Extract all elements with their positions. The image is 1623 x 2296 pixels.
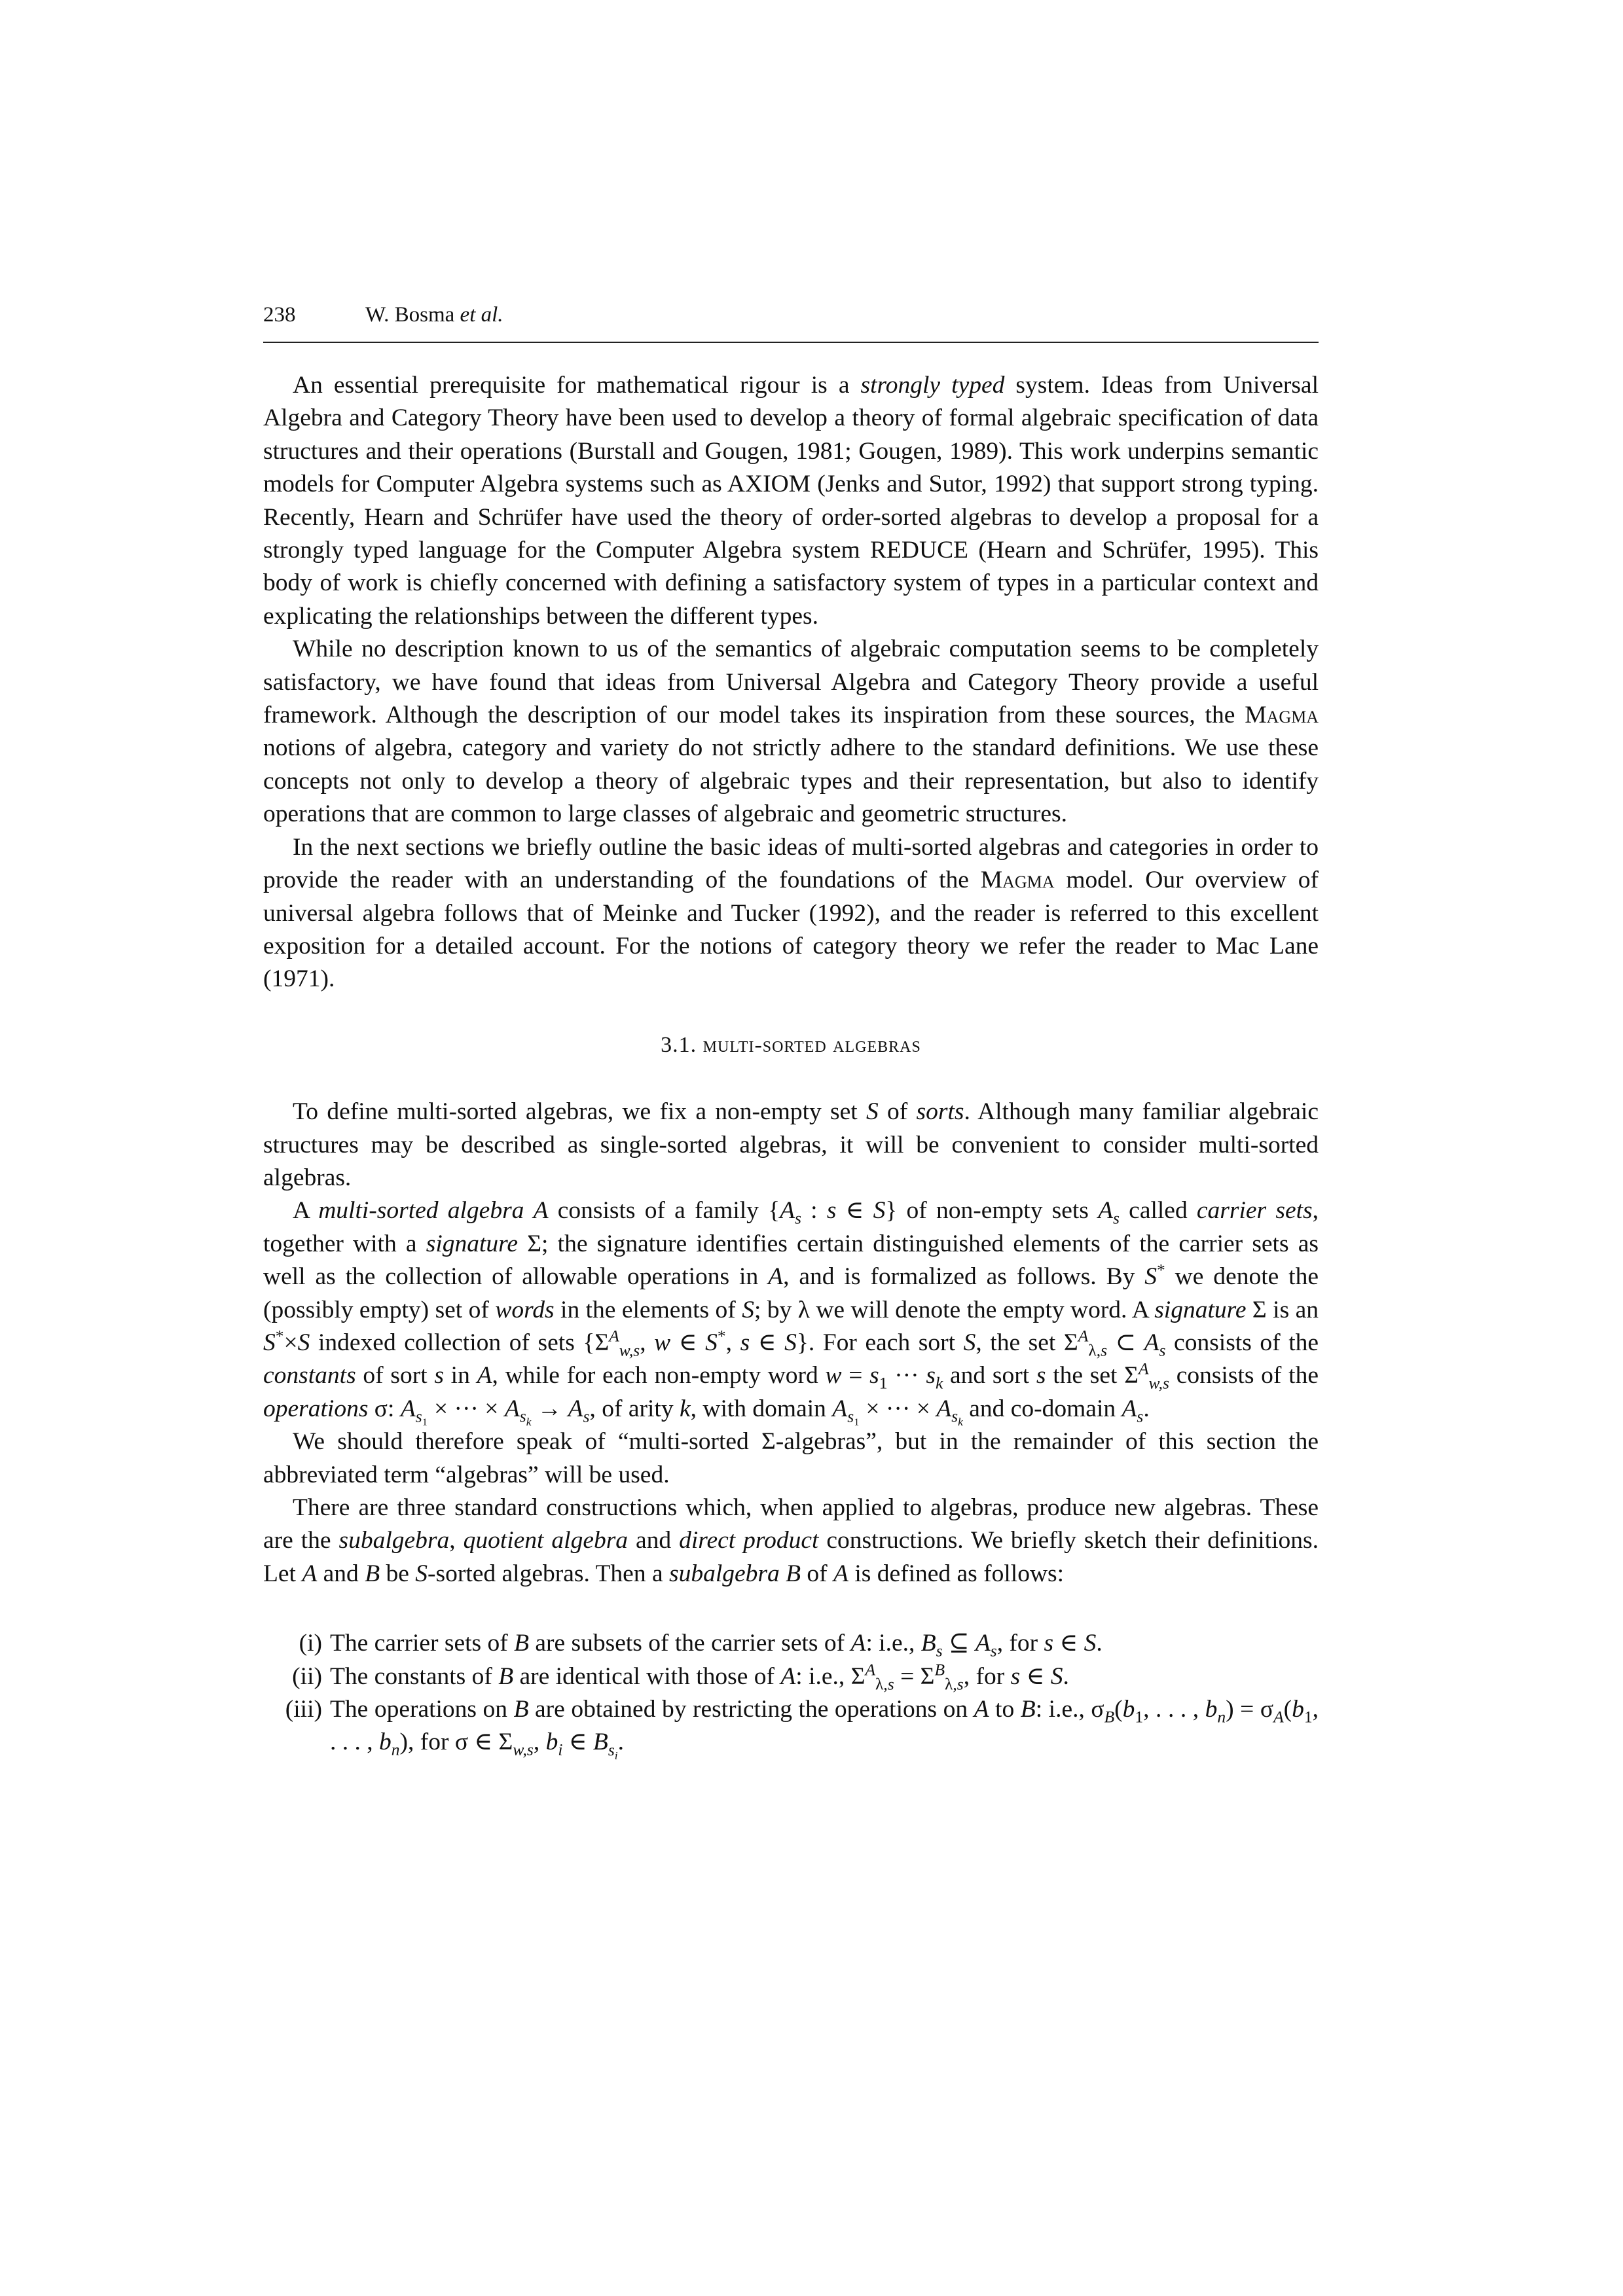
- running-authors: W. Bosma et al.: [365, 303, 503, 327]
- list-item-label: (i): [299, 1630, 322, 1657]
- section-heading: 3.1. multi-sorted algebras: [661, 1032, 921, 1057]
- page-number: 238: [263, 303, 296, 327]
- paper-page: [263, 298, 1319, 1763]
- list-item-label: (ii): [292, 1662, 322, 1690]
- list-item-label: (iii): [285, 1696, 322, 1723]
- running-header: [263, 298, 1319, 331]
- header-rule: [263, 342, 1319, 343]
- paragraph: There are three standard constructions which, when applied to algebras, produce new algebras. These are the subalgebra, quotient algebra and direct product constructions. We briefly sketch their definitions. Let A and B be S-sorted algebras. Then a subalgebra B of A is defined as follows:: [263, 1494, 1319, 1587]
- list-item: [263, 1627, 1319, 1660]
- paragraph: We should therefore speak of “multi-sorted Σ-algebras”, but in the remainder of this section the abbreviated term “algebras” will be used.: [263, 1428, 1319, 1488]
- list-item: [263, 1693, 1319, 1763]
- paragraph: A multi-sorted algebra A consists of a family {$A_s$ : s ∈ S} of non-empty sets $A_s$ called carrier sets, together with a signature Σ; the signature identifies certain distinguished elements of the carrier sets as well as the collection of allowable operations in A, and is formalized as follows. By S* we denote the (possibly empty) set of words in the elements of S; by λ we will denote the empty word. A signature Σ is an S*×S indexed collection of sets {$\Sigma^A_{w,s}$, w ∈ S*, s ∈ S}. For each sort S, the set $\Sigma^A_{\lambda,s}$ ⊂ $A_s$ consists of the constants of sort s in A, while for each non-empty word $w = s_1$ ··· $s_k$ and sort s the set $\Sigma^A_{w,s}$ consists of the operations σ: $A_{s_1}$ × ··· × $A_{s_k} \to A_s$, of arity k, with domain $A_{s_1}$ × ··· × $A_{s_k}$ and co-domain $A_s$.: [263, 1197, 1319, 1429]
- list-item-text: The constants of B are identical with those of A: i.e., $\Sigma^A_{\lambda,s} = \Sigma^B_{\lambda,s}$, for s ∈ S.: [330, 1660, 1069, 1694]
- list-item-text: The carrier sets of B are subsets of the carrier sets of A: i.e., $B_s$ ⊆ $A_s$, for s ∈ S.: [330, 1630, 1103, 1660]
- paragraph: To define multi-sorted algebras, we fix a non-empty set S of sorts. Although many familiar algebraic structures may be described as single-sorted algebras, it will be convenient to consider multi-sorted algebras.: [263, 1098, 1319, 1191]
- list-item: [263, 1660, 1319, 1693]
- list-item-text: The operations on B are obtained by restricting the operations on A to B: i.e., $\sigma_B(b_1$, . . . , $b_n) = \sigma_A(b_1$, . . . , $b_n$), for σ ∈ $\Sigma_{w,s}$, $b_i$ ∈ $B_{s_i}$.: [330, 1696, 1319, 1763]
- paragraph: In the next sections we briefly outline the basic ideas of multi-sorted algebras and categories in order to provide the reader with an understanding of the foundations of the Magma model. Our overview of universal algebra follows that of Meinke and Tucker (1992), and the reader is referred to this excellent exposition for a detailed account. For the notions of category theory we refer the reader to Mac Lane (1971).: [263, 833, 1319, 993]
- page-body: [263, 369, 1319, 1763]
- definition-list: [263, 1627, 1319, 1763]
- paragraph: An essential prerequisite for mathematical rigour is a strongly typed system. Ideas from Universal Algebra and Category Theory have been used to develop a theory of formal algebraic specification of data structures and their operations (Burstall and Gougen, 1981; Gougen, 1989). This work underpins semantic models for Computer Algebra systems such as AXIOM (Jenks and Sutor, 1992) that support strong typing. Recently, Hearn and Schrüfer have used the theory of order-sorted algebras to develop a proposal for a strongly typed language for the Computer Algebra system REDUCE (Hearn and Schrüfer, 1995). This body of work is chiefly concerned with defining a satisfactory system of types in a particular context and explicating the relationships between the different types.: [263, 372, 1319, 630]
- paragraph: While no description known to us of the semantics of algebraic computation seems to be completely satisfactory, we have found that ideas from Universal Algebra and Category Theory provide a useful framework. Although the description of our model takes its inspiration from these sources, the Magma notions of algebra, category and variety do not strictly adhere to the standard definitions. We use these concepts not only to develop a theory of algebraic types and their representation, but also to identify operations that are common to large classes of algebraic and geometric structures.: [263, 636, 1319, 828]
